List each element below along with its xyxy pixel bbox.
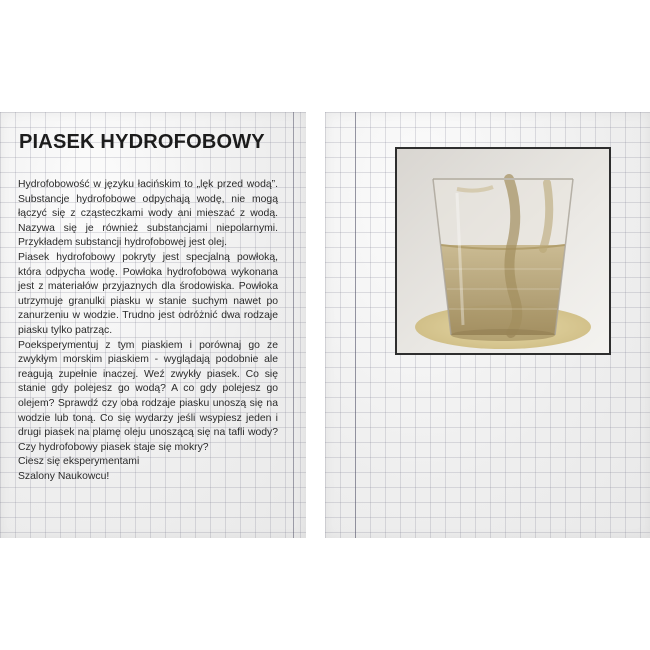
closing-line-scientist: Szalony Naukowcu! <box>18 470 110 482</box>
article-body <box>18 178 278 484</box>
paragraph-hydrophobicity: Hydrofobowość w języku łacińskim to „lęk przed wodą”. Substancje hydrofobowe odpychają wodę, nie mogą łączyć się z cząsteczkami wody ani mieszać z wodą. Nazywa się je również substancjami niepolarnymi. Przykładem substancji hydrofobowej jest olej. <box>18 179 278 249</box>
paragraph-experiment: Poeksperymentuj z tym piaskiem i porównaj go ze zwykłym morskim piaskiem - wyglądają podobnie ale reagują zupełnie inaczej. Weź zwykły piasek. Co się stanie gdy polejesz go wodą? A co gdy polejesz go olejem? Sprawdź czy oba rodzaje piasku unoszą się na wodzie lub toną. Co się wydarzy jeśli wsypiesz jeden i drugi piasek na plamę oleju unoszącą się na tafli wody? Czy hydrofobowy piasek staje się mokry? <box>18 339 278 453</box>
closing-line-enjoy: Ciesz się eksperymentami <box>18 456 140 468</box>
paragraph-hydrophobic-sand: Piasek hydrofobowy pokryty jest specjalną powłoką, która odpycha wodę. Powłoka hydrofobowa wykonana jest z materiałów przyjaznych dla środowiska. Powłoka utrzymuje granulki piasku w stanie suchym nawet po zanurzeniu w wodzie. Trudno jest odróżnić dwa rodzaje piasku tylko patrząc. <box>18 251 278 336</box>
sand-in-cup-photo <box>395 147 611 355</box>
cup-illustration <box>397 149 609 353</box>
article-title: PIASEK HYDROFOBOWY <box>19 131 265 153</box>
left-page-margin-line <box>293 112 294 538</box>
right-page-margin-line <box>355 112 356 538</box>
